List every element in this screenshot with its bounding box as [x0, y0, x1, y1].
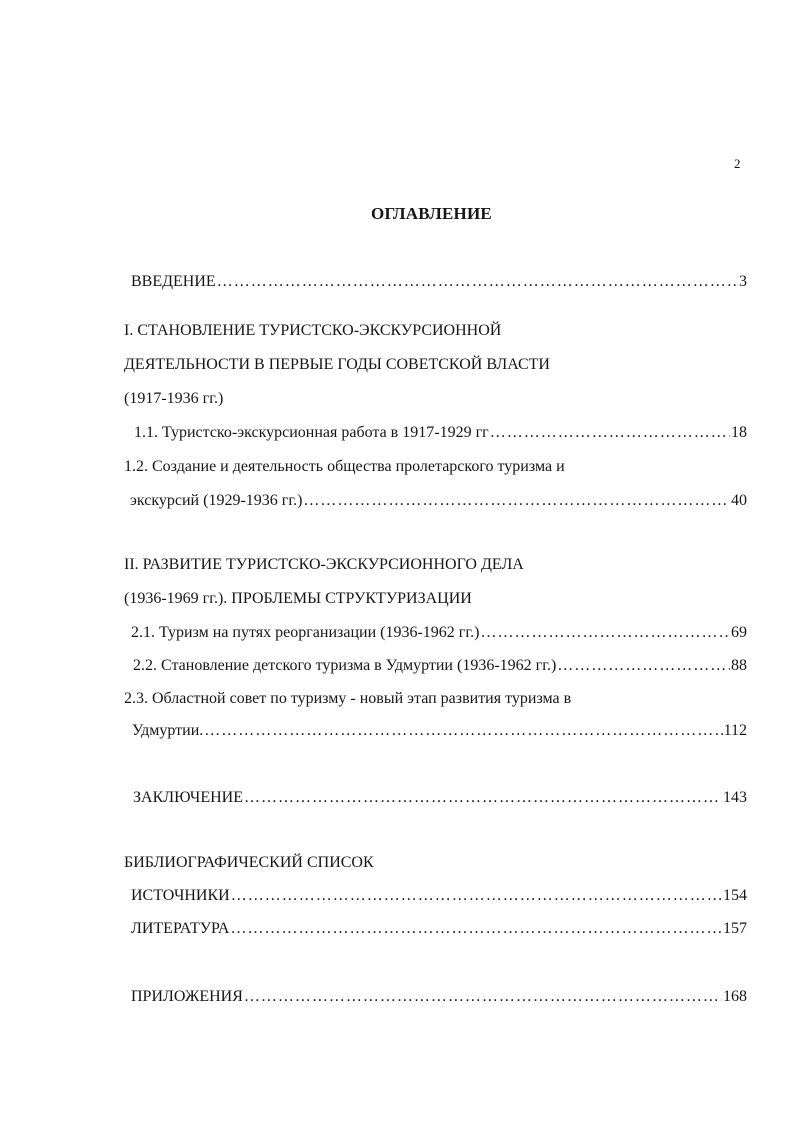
toc-entry-page: 69 — [731, 624, 747, 641]
dot-leader — [231, 886, 722, 906]
toc-entry-label: экскурсий (1929-1936 гг.) — [130, 492, 303, 509]
toc-entry-page: 157 — [723, 920, 747, 937]
toc-entry-1-2 — [130, 491, 747, 511]
toc-entry-label: ВВЕДЕНИЕ — [131, 273, 216, 290]
toc-entry-page: 154 — [723, 887, 747, 904]
toc-entry-label: ИСТОЧНИКИ — [131, 887, 230, 904]
dot-leader — [303, 491, 730, 511]
toc-entry-2-2 — [133, 656, 747, 676]
dot-leader — [204, 721, 722, 741]
dot-leader — [217, 272, 738, 292]
dot-leader — [244, 788, 722, 808]
toc-entry-2-3-line-1: 2.3. Областной совет по туризму - новый этап развития туризма в — [124, 690, 572, 707]
toc-entry-1-2-line-1: 1.2. Создание и деятельность общества пролетарского туризма и — [124, 458, 565, 475]
toc-entry-label: ПРИЛОЖЕНИЯ — [131, 988, 243, 1005]
toc-title: ОГЛАВЛЕНИЕ — [371, 204, 492, 223]
toc-entry-page: 18 — [731, 424, 747, 441]
toc-entry-1-1 — [134, 423, 747, 443]
dot-leader — [480, 623, 730, 643]
toc-entry-2-3 — [132, 721, 747, 741]
dot-leader — [557, 656, 730, 676]
page-number: 2 — [734, 156, 741, 171]
dot-leader — [244, 987, 722, 1007]
chapter-1-heading-line-1: I. СТАНОВЛЕНИЕ ТУРИСТСКО-ЭКСКУРСИОННОЙ — [124, 322, 502, 339]
dot-leader — [230, 919, 722, 939]
chapter-1-heading-line-3: (1917-1936 гг.) — [124, 390, 224, 407]
toc-entry-appendix — [131, 987, 747, 1007]
toc-entry-2-1 — [131, 623, 747, 643]
toc-entry-label: 2.2. Становление детского туризма в Удмуртии (1936-1962 гг.) — [133, 657, 557, 674]
toc-entry-sources — [131, 886, 747, 906]
bibliography-heading: БИБЛИОГРАФИЧЕСКИЙ СПИСОК — [124, 854, 374, 871]
toc-entry-page: 112 — [723, 722, 747, 739]
toc-entry-page: 168 — [723, 988, 747, 1005]
toc-entry-label: 2.1. Туризм на путях реорганизации (1936-1962 гг.) — [131, 624, 480, 641]
chapter-2-heading-line-2: (1936-1969 гг.). ПРОБЛЕМЫ СТРУКТУРИЗАЦИИ — [124, 590, 472, 607]
toc-entry-conclusion — [133, 788, 747, 808]
toc-entry-page: 88 — [731, 657, 747, 674]
toc-entry-page: 143 — [723, 789, 747, 806]
toc-entry-label: ЗАКЛЮЧЕНИЕ — [133, 789, 243, 806]
toc-entry-label: Удмуртии. — [132, 722, 204, 739]
toc-entry-label: 1.1. Туристско-экскурсионная работа в 1917-1929 гг — [134, 424, 489, 441]
toc-entry-page: 40 — [731, 492, 747, 509]
dot-leader — [490, 423, 730, 443]
toc-entry-label: ЛИТЕРАТУРА — [131, 920, 230, 937]
toc-entry-page: 3 — [739, 273, 747, 290]
chapter-2-heading-line-1: II. РАЗВИТИЕ ТУРИСТСКО-ЭКСКУРСИОННОГО ДЕЛА — [124, 556, 524, 573]
toc-entry-intro — [131, 272, 747, 292]
chapter-1-heading-line-2: ДЕЯТЕЛЬНОСТИ В ПЕРВЫЕ ГОДЫ СОВЕТСКОЙ ВЛАСТИ — [124, 356, 550, 373]
toc-entry-literature — [131, 919, 747, 939]
